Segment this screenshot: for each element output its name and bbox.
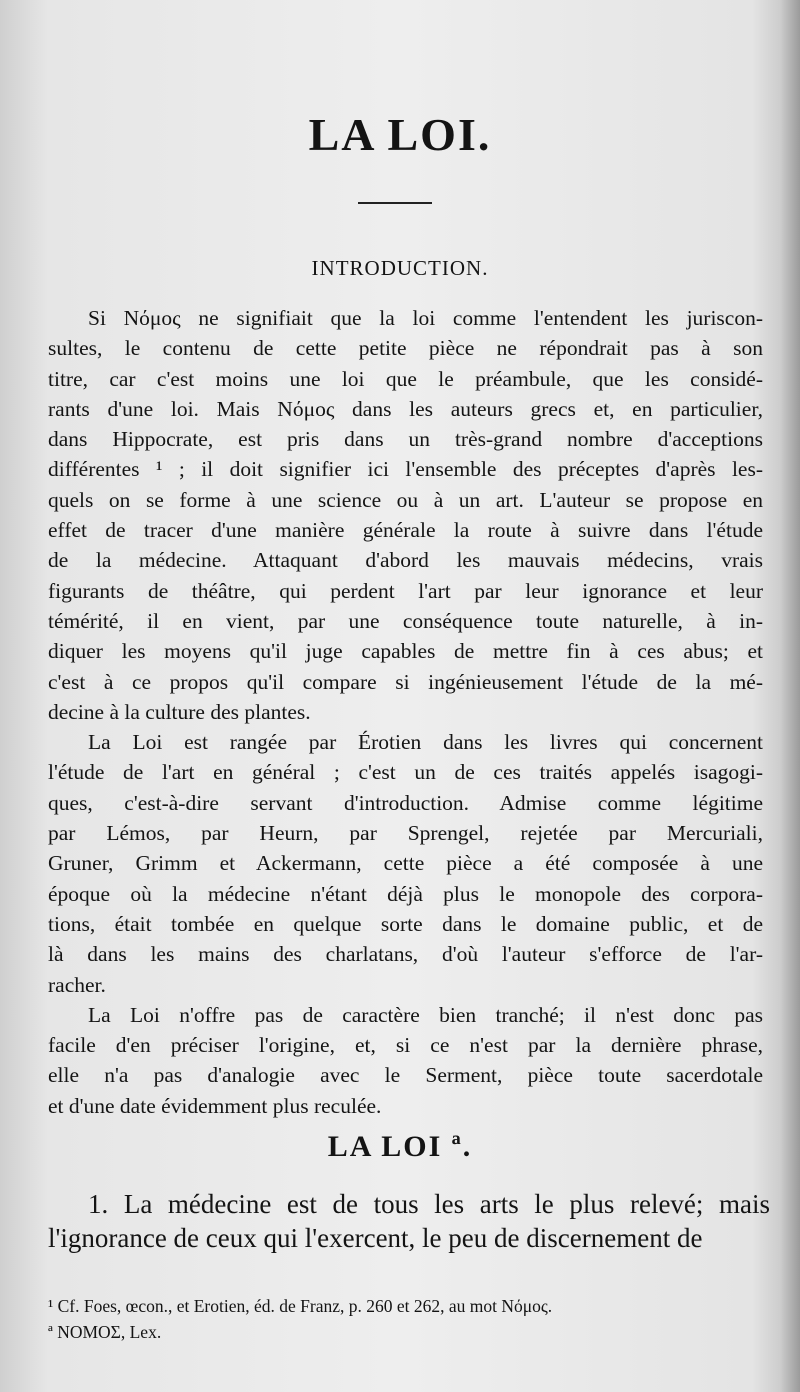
- text-line: époque où la médecine n'étant déjà plus le monopole des corpora-: [48, 881, 763, 906]
- text-line: et d'une date évidemment plus reculée.: [48, 1093, 382, 1118]
- paragraph: [48, 303, 763, 727]
- paragraph: [48, 1000, 763, 1121]
- text-line: Gruner, Grimm et Ackermann, cette pièce a été composée à une: [48, 851, 763, 876]
- text-line: par Lémos, par Heurn, par Sprengel, rejetée par Mercuriali,: [48, 821, 763, 846]
- text-line: l'étude de l'art en général ; c'est un de ces traités appelés isagogi-: [48, 760, 763, 785]
- text-line: figurants de théâtre, qui perdent l'art par leur ignorance et leur: [48, 578, 763, 603]
- text-line: de la médecine. Attaquant d'abord les mauvais médecins, vrais: [48, 548, 763, 573]
- text-line: rants d'une loi. Mais Νόμος dans les auteurs grecs et, en particulier,: [48, 396, 763, 421]
- page-title: LA LOI.: [308, 109, 492, 160]
- text-line: sultes, le contenu de cette petite pièce ne répondrait pas à son: [48, 336, 763, 361]
- text-line: Si Νόμος ne signifiait que la loi comme l'entendent les juriscon-: [88, 306, 763, 330]
- text-line: titre, car c'est moins une loi que le préambule, que les considé-: [48, 366, 763, 391]
- text-line: elle n'a pas d'analogie avec le Serment, pièce toute sacerdotale: [48, 1063, 763, 1088]
- paragraph: [48, 727, 763, 1000]
- footnote: ª ΝΟΜΟΣ, Lex.: [48, 1322, 162, 1342]
- text-line: facile d'en préciser l'origine, et, si ce n'est par la dernière phrase,: [48, 1033, 763, 1058]
- text-line: l'ignorance de ceux qui l'exercent, le peu de discernement de: [48, 1223, 703, 1253]
- title-divider: [358, 202, 432, 204]
- text-line: diquer les moyens qu'il juge capables de mettre fin à ces abus; et: [48, 639, 763, 664]
- page-spine-shadow: [780, 0, 800, 1392]
- footnote: ¹ Cf. Foes, œcon., et Erotien, éd. de Franz, p. 260 et 262, au mot Νόμος.: [48, 1296, 553, 1316]
- section-heading: INTRODUCTION.: [311, 256, 489, 280]
- introduction-body: [48, 303, 763, 1121]
- text-line: La Loi n'offre pas de caractère bien tranché; il n'est donc pas: [88, 1002, 763, 1027]
- text-line: La Loi est rangée par Érotien dans les livres qui concernent: [88, 730, 763, 755]
- article-text: [48, 1187, 770, 1255]
- text-line: là dans les mains des charlatans, d'où l'auteur s'efforce de l'ar-: [48, 942, 763, 967]
- text-line: tions, était tombée en quelque sorte dans le domaine public, et de: [48, 911, 763, 936]
- footnotes: [48, 1293, 778, 1345]
- text-line: 1. La médecine est de tous les arts le plus relevé; mais: [88, 1189, 770, 1219]
- text-line: decine à la culture des plantes.: [48, 699, 311, 724]
- text-line: témérité, il en vient, par une conséquence toute naturelle, à in-: [48, 608, 763, 633]
- text-line: quels on se forme à une science ou à un art. L'auteur se propose en: [48, 487, 763, 512]
- text-line: effet de tracer d'une manière générale la route à suivre dans l'étude: [48, 518, 763, 543]
- text-line: différentes ¹ ; il doit signifier ici l'ensemble des préceptes d'après les-: [48, 457, 763, 482]
- text-line: racher.: [48, 972, 106, 997]
- text-line: dans Hippocrate, est pris dans un très-grand nombre d'acceptions: [48, 427, 763, 452]
- section-heading-la-loi: LA LOI ª.: [327, 1130, 473, 1163]
- text-line: ques, c'est-à-dire servant d'introduction. Admise comme légitime: [48, 790, 763, 815]
- text-line: c'est à ce propos qu'il compare si ingénieusement l'étude de la mé-: [48, 669, 763, 694]
